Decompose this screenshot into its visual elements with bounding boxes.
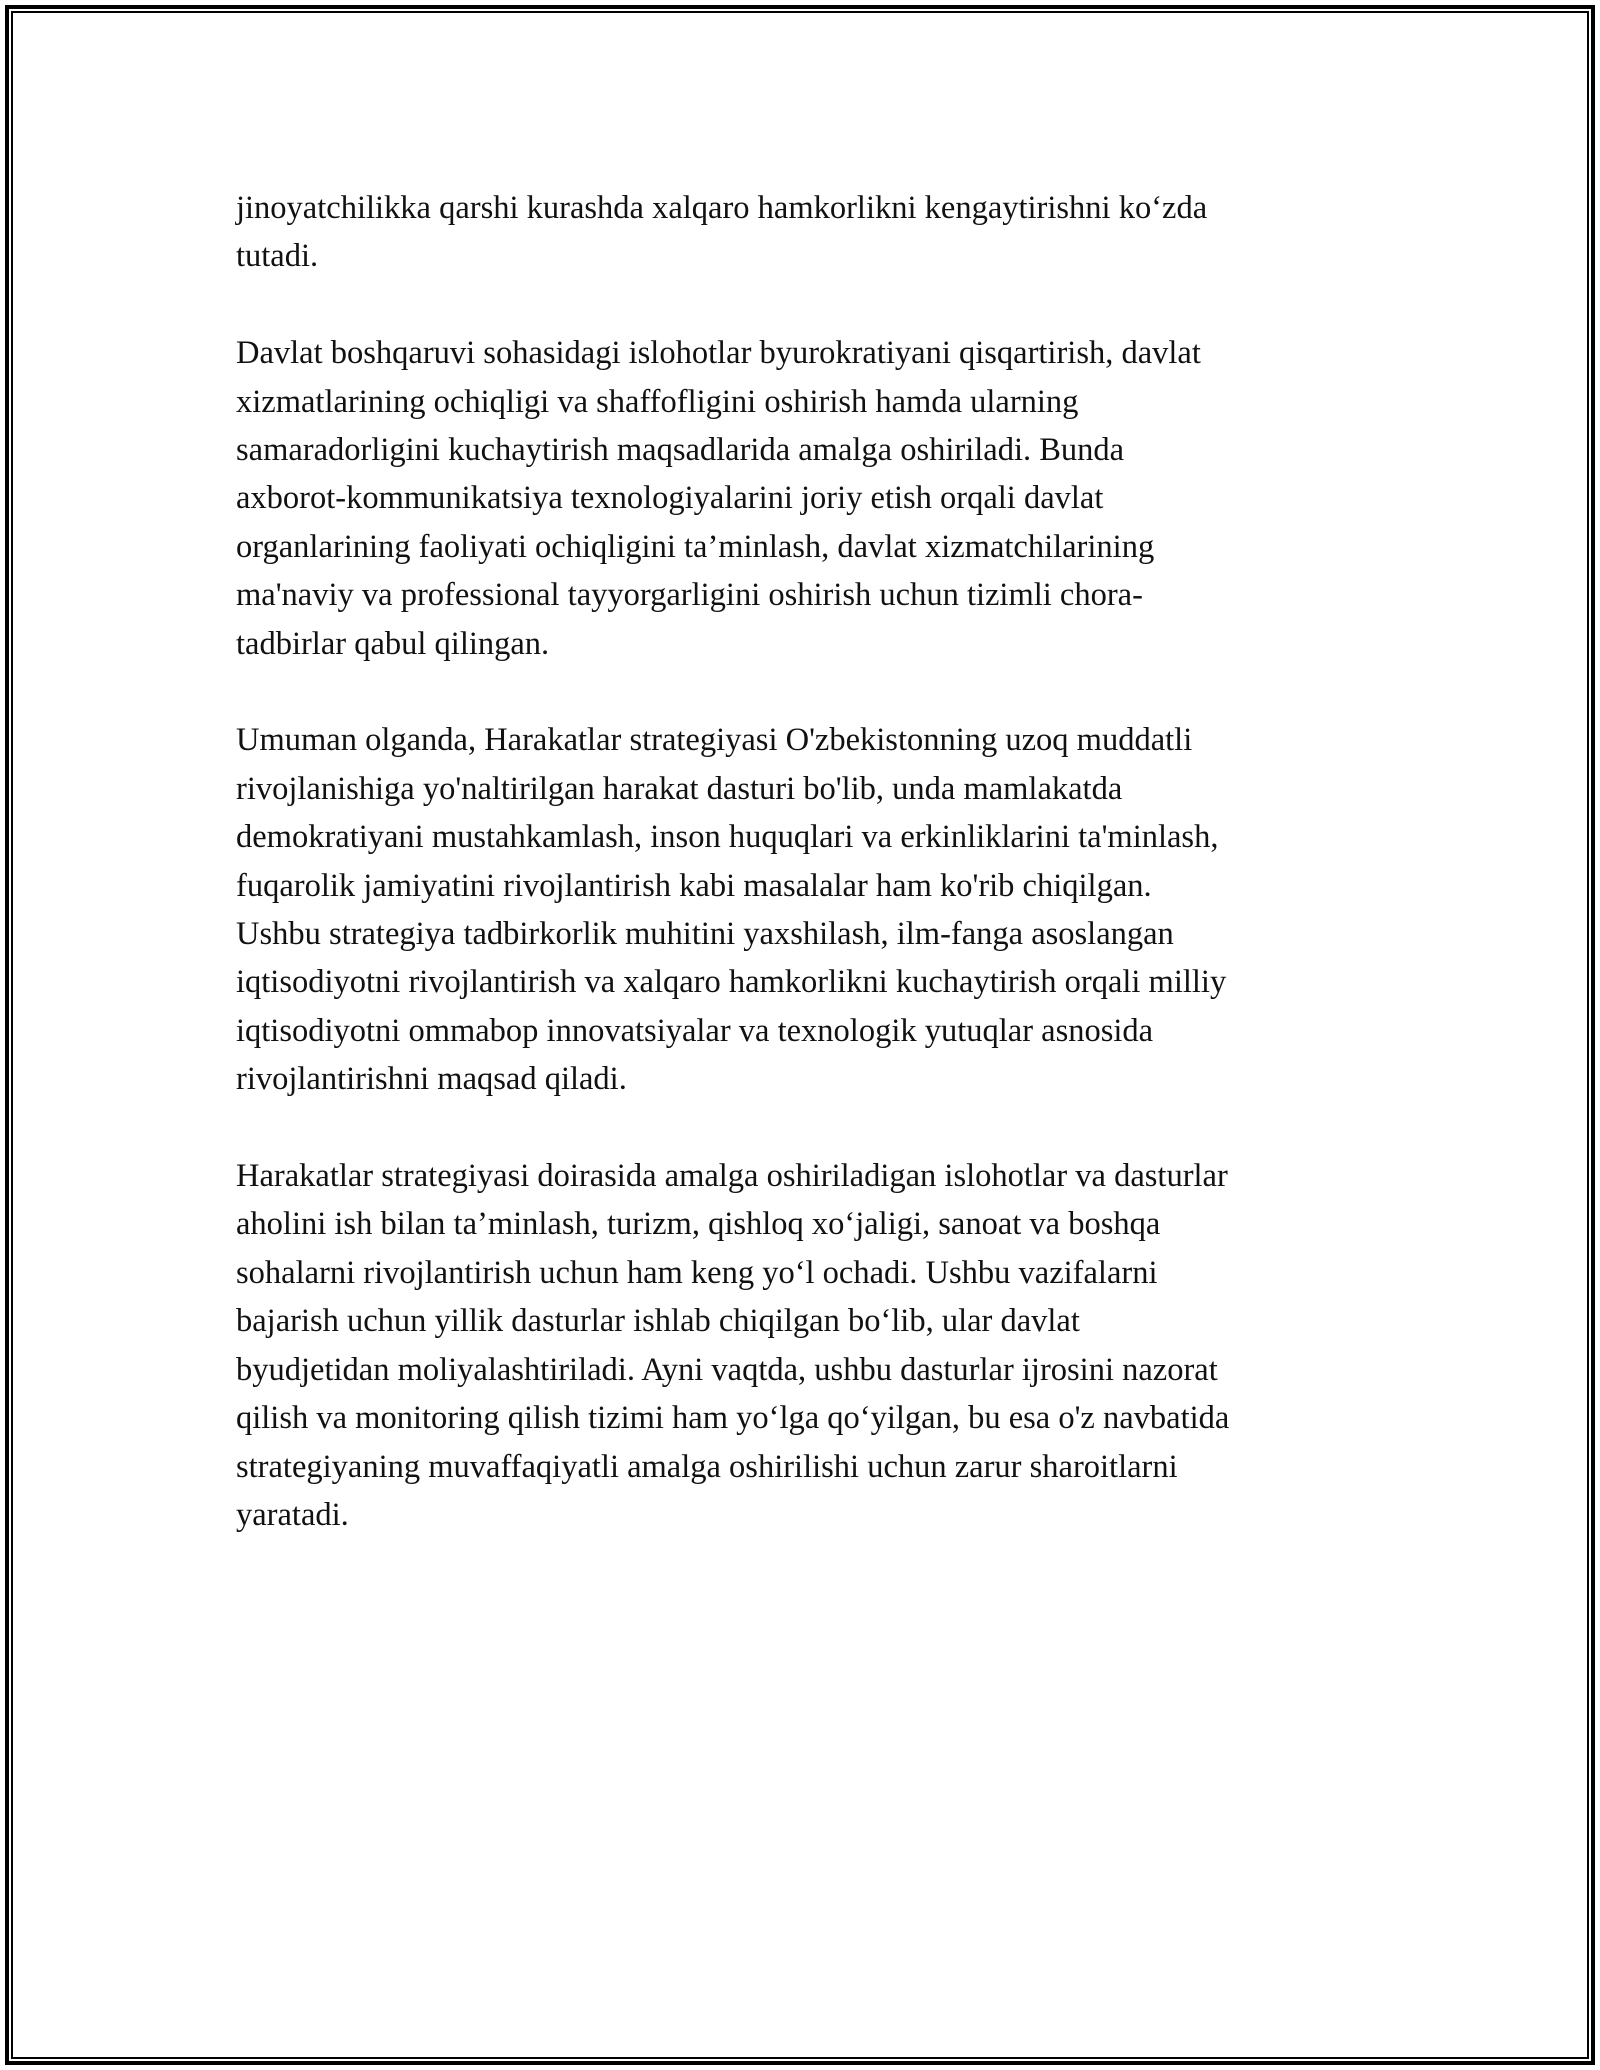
paragraph-1: jinoyatchilikka qarshi kurashda xalqaro hamkorlikni kengaytirishni ko‘zda tutadi.	[236, 190, 1208, 275]
paragraph-2: Davlat boshqaruvi sohasidagi islohotlar byurokratiyani qisqartirish, davlat xizmatlarining ochiqligi va shaffofligini oshirish hamda ularning samaradorligini kuchaytirish maqsadlarida amalga oshiriladi. Bunda axborot-kommunikatsiya texnologiyalarini joriy etish orqali davlat organlarining faoliyati ochiqligini ta’minlash, davlat xizmatchilarining ma'naviy va professional tayyorgarligini oshirish uchun tizimli chora- tadbirlar qabul qilingan.	[236, 335, 1201, 662]
paragraph-3: Umuman olganda, Harakatlar strategiyasi O'zbekistonning uzoq muddatli rivojlanishiga yo'naltirilgan harakat dasturi bo'lib, unda mamlakatda demokratiyani mustahkamlash, inson huquqlari va erkinliklarini ta'minlash, fuqarolik jamiyatini rivojlantirish kabi masalalar ham ko'rib chiqilgan. Ushbu strategiya tadbirkorlik muhitini yaxshilash, ilm-fanga asoslangan iqtisodiyotni rivojlantirish va xalqaro hamkorlikni kuchaytirish orqali milliy iqtisodiyotni ommabop innovatsiyalar va texnologik yutuqlar asnosida rivojlantirishni maqsad qiladi.	[236, 722, 1227, 1098]
paragraph-4: Harakatlar strategiyasi doirasida amalga oshiriladigan islohotlar va dasturlar aholini ish bilan ta’minlash, turizm, qishloq xo‘jaligi, sanoat va boshqa sohalarni rivojlantirish uchun ham keng yo‘l ochadi. Ushbu vazifalarni bajarish uchun yillik dasturlar ishlab chiqilgan bo‘lib, ular davlat byudjetidan moliyalashtiriladi. Ayni vaqtda, ushbu dasturlar ijrosini nazorat qilish va monitoring qilish tizimi ham yo‘lga qo‘yilgan, bu esa o'z navbatida strategiyaning muvaffaqiyatli amalga oshirilishi uchun zarur sharoitlarni yaratadi.	[236, 1158, 1230, 1533]
document-body	[236, 184, 1366, 1539]
